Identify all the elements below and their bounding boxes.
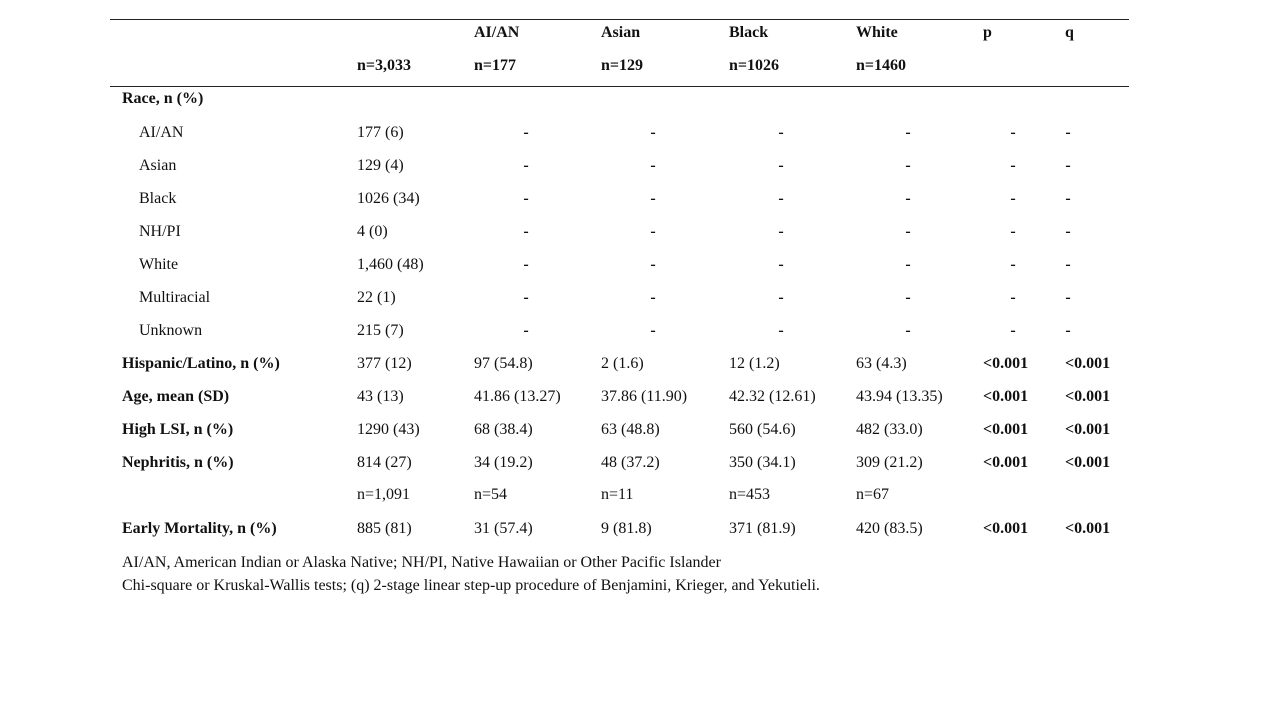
cell-asian: 9 (81.8) <box>601 520 652 537</box>
cell-total: 1026 (34) <box>357 190 420 207</box>
cell-q: <0.001 <box>1065 388 1111 405</box>
header-count-aian: n=177 <box>474 57 517 74</box>
race-row <box>110 252 1129 285</box>
cell-aian: 31 (57.4) <box>474 520 533 537</box>
cell-black: - <box>778 190 784 207</box>
cell-total: 215 (7) <box>357 322 404 339</box>
cell-q: <0.001 <box>1065 421 1111 438</box>
cell-aian: - <box>523 157 529 174</box>
cell-white: 420 (83.5) <box>856 520 923 537</box>
row-label: AI/AN <box>139 124 184 141</box>
header-count-row <box>110 53 1129 86</box>
race-row <box>110 153 1129 186</box>
cell-asian: - <box>650 322 656 339</box>
cell-p: <0.001 <box>983 421 1029 438</box>
race-section-heading <box>110 87 1129 120</box>
cell-white: - <box>905 124 911 141</box>
cell-p: - <box>1010 124 1016 141</box>
cell-white: 63 (4.3) <box>856 355 907 372</box>
header-black: Black <box>729 24 769 41</box>
row-label: Nephritis, n (%) <box>122 454 234 471</box>
cell-total: 377 (12) <box>357 355 412 372</box>
data-row <box>110 384 1129 417</box>
header-aian: AI/AN <box>474 24 520 41</box>
row-label: Age, mean (SD) <box>122 388 230 405</box>
cell-aian: - <box>523 256 529 273</box>
cell-black: 371 (81.9) <box>729 520 796 537</box>
cell-p: <0.001 <box>983 454 1029 471</box>
cell-total: 129 (4) <box>357 157 404 174</box>
cell-black: - <box>778 322 784 339</box>
cell-white: - <box>905 157 911 174</box>
header-group-row <box>110 20 1129 53</box>
header-p: p <box>983 24 992 41</box>
cell-black: 12 (1.2) <box>729 355 780 372</box>
subcount-asian: n=11 <box>601 486 634 503</box>
cell-total: 885 (81) <box>357 520 412 537</box>
cell-aian: - <box>523 190 529 207</box>
subcount-total: n=1,091 <box>357 486 411 503</box>
row-label: Race, n (%) <box>122 90 204 107</box>
data-row <box>110 351 1129 384</box>
header-count-asian: n=129 <box>601 57 644 74</box>
cell-aian: - <box>523 322 529 339</box>
cell-q: <0.001 <box>1065 454 1111 471</box>
cell-p: - <box>1010 157 1016 174</box>
cell-p: <0.001 <box>983 355 1029 372</box>
subcount-aian: n=54 <box>474 486 508 503</box>
main-rows <box>110 351 1129 483</box>
row-label: Early Mortality, n (%) <box>122 520 277 537</box>
cell-p: - <box>1010 256 1016 273</box>
cell-black: 350 (34.1) <box>729 454 796 471</box>
data-row <box>110 417 1129 450</box>
header-count-black: n=1026 <box>729 57 780 74</box>
cell-aian: - <box>523 223 529 240</box>
subcount-black: n=453 <box>729 486 771 503</box>
cell-total: 22 (1) <box>357 289 396 306</box>
cell-aian: 34 (19.2) <box>474 454 533 471</box>
cell-aian: 68 (38.4) <box>474 421 533 438</box>
cell-total: 43 (13) <box>357 388 404 405</box>
cell-asian: 48 (37.2) <box>601 454 660 471</box>
cell-asian: - <box>650 124 656 141</box>
cell-q: <0.001 <box>1065 520 1111 537</box>
subcount-row <box>110 483 1129 516</box>
table-footnotes <box>122 551 820 597</box>
cell-total: 1,460 (48) <box>357 256 424 273</box>
header-white: White <box>856 24 898 41</box>
cell-asian: 63 (48.8) <box>601 421 660 438</box>
cell-white: 309 (21.2) <box>856 454 923 471</box>
row-label: Asian <box>139 157 177 174</box>
cell-asian: - <box>650 190 656 207</box>
cell-q: - <box>1065 223 1071 240</box>
cell-black: - <box>778 223 784 240</box>
footnote-methods: Chi-square or Kruskal-Wallis tests; (q) 2-stage linear step-up procedure of Benjamini, Krieger, and Yekutieli. <box>122 577 820 594</box>
demographics-table <box>110 19 1129 549</box>
cell-asian: - <box>650 223 656 240</box>
cell-p: - <box>1010 190 1016 207</box>
row-label: White <box>139 256 179 273</box>
cell-q: <0.001 <box>1065 355 1111 372</box>
footnote-abbreviations: AI/AN, American Indian or Alaska Native; NH/PI, Native Hawaiian or Other Pacific Islander <box>122 554 721 571</box>
cell-total: 814 (27) <box>357 454 412 471</box>
mortality-row <box>110 516 1129 549</box>
cell-p: <0.001 <box>983 388 1029 405</box>
cell-p: - <box>1010 223 1016 240</box>
header-count-white: n=1460 <box>856 57 907 74</box>
race-row <box>110 219 1129 252</box>
cell-p: <0.001 <box>983 520 1029 537</box>
cell-aian: - <box>523 289 529 306</box>
cell-white: - <box>905 190 911 207</box>
cell-white: 43.94 (13.35) <box>856 388 943 405</box>
cell-q: - <box>1065 289 1071 306</box>
cell-white: 482 (33.0) <box>856 421 923 438</box>
race-row <box>110 120 1129 153</box>
cell-aian: 97 (54.8) <box>474 355 533 372</box>
race-row <box>110 186 1129 219</box>
row-label: Unknown <box>139 322 203 339</box>
cell-q: - <box>1065 256 1071 273</box>
row-label: NH/PI <box>139 223 181 240</box>
cell-white: - <box>905 322 911 339</box>
header-asian: Asian <box>601 24 641 41</box>
row-label: Multiracial <box>139 289 211 306</box>
cell-q: - <box>1065 157 1071 174</box>
cell-black: - <box>778 289 784 306</box>
cell-black: 42.32 (12.61) <box>729 388 816 405</box>
cell-black: 560 (54.6) <box>729 421 796 438</box>
race-rows <box>110 120 1129 351</box>
cell-total: 4 (0) <box>357 223 388 240</box>
header-count-total: n=3,033 <box>357 57 412 74</box>
cell-black: - <box>778 157 784 174</box>
cell-black: - <box>778 256 784 273</box>
cell-asian: 37.86 (11.90) <box>601 388 688 405</box>
race-row <box>110 318 1129 351</box>
cell-aian: - <box>523 124 529 141</box>
row-label: Hispanic/Latino, n (%) <box>122 355 280 372</box>
cell-asian: 2 (1.6) <box>601 355 644 372</box>
cell-black: - <box>778 124 784 141</box>
row-label: High LSI, n (%) <box>122 421 234 438</box>
cell-p: - <box>1010 322 1016 339</box>
cell-total: 177 (6) <box>357 124 404 141</box>
row-label: Black <box>139 190 177 207</box>
data-row <box>110 450 1129 483</box>
cell-p: - <box>1010 289 1016 306</box>
cell-white: - <box>905 289 911 306</box>
cell-asian: - <box>650 157 656 174</box>
cell-q: - <box>1065 124 1071 141</box>
cell-asian: - <box>650 289 656 306</box>
header-q: q <box>1065 24 1074 41</box>
subcount-white: n=67 <box>856 486 890 503</box>
race-row <box>110 285 1129 318</box>
cell-asian: - <box>650 256 656 273</box>
cell-white: - <box>905 223 911 240</box>
cell-q: - <box>1065 322 1071 339</box>
cell-q: - <box>1065 190 1071 207</box>
cell-total: 1290 (43) <box>357 421 420 438</box>
cell-white: - <box>905 256 911 273</box>
cell-aian: 41.86 (13.27) <box>474 388 561 405</box>
